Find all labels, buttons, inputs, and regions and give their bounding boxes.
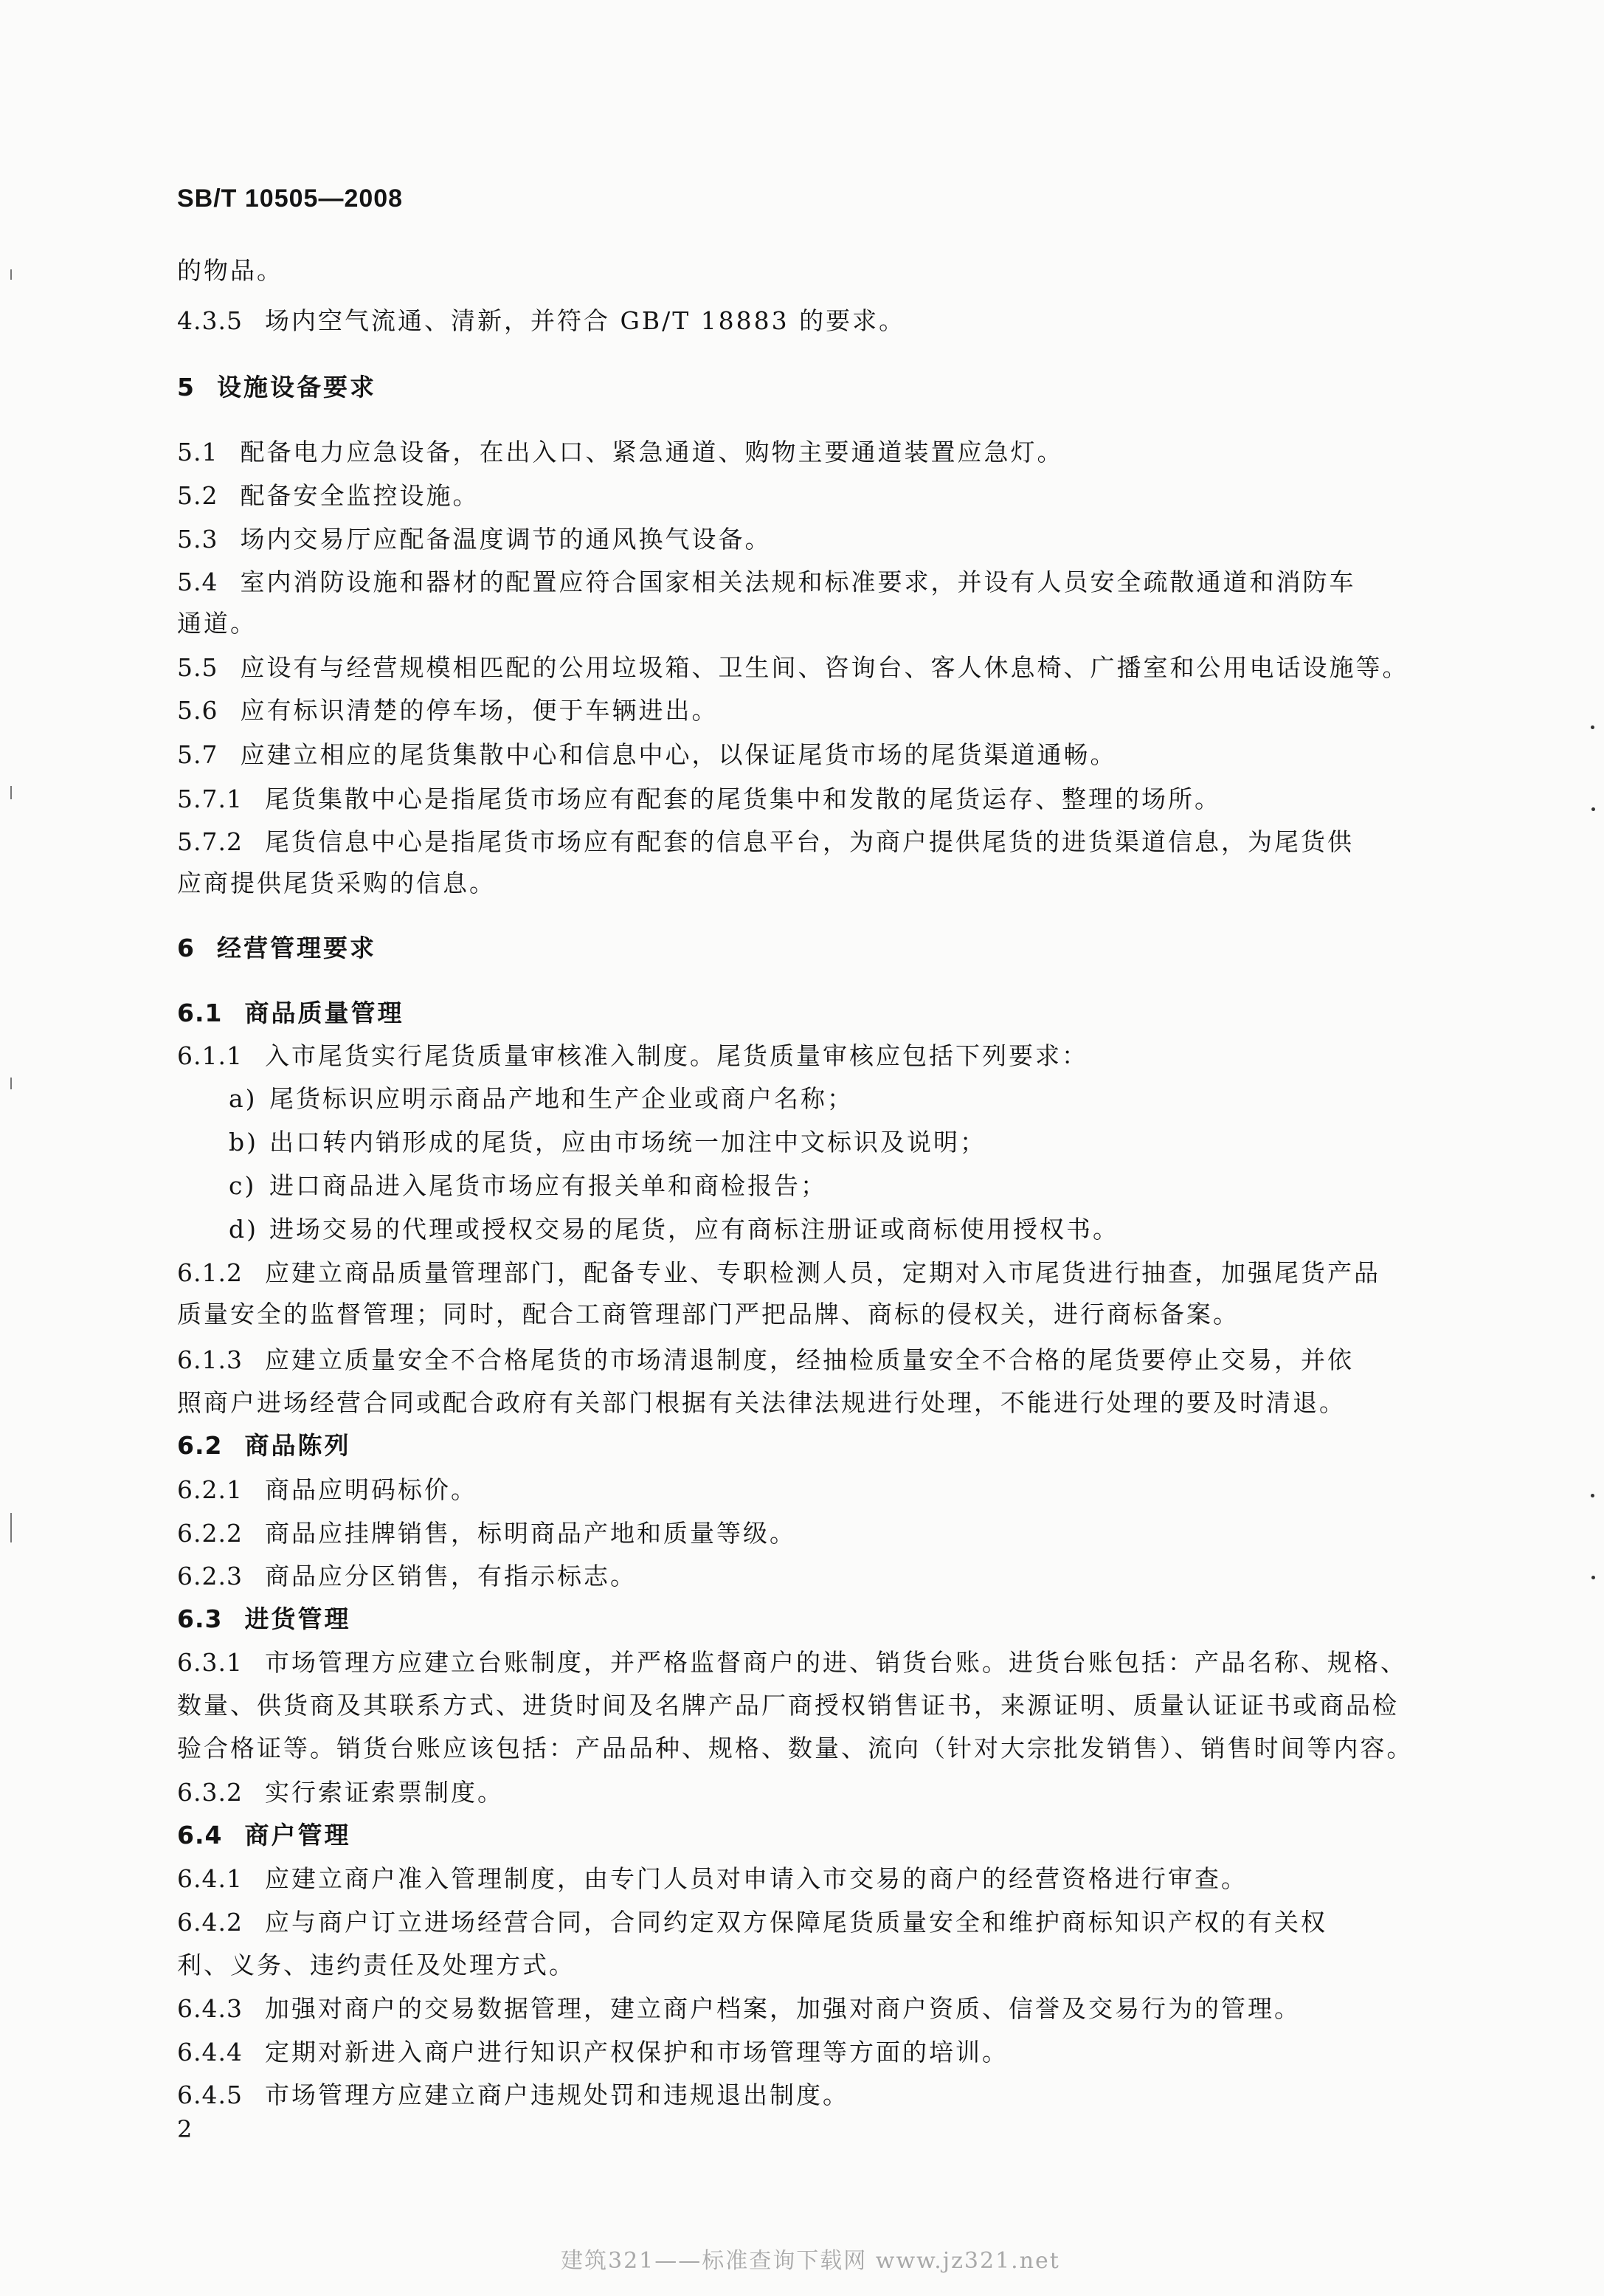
clause-6-2-3: 6.2.3 商品应分区销售，有指示标志。 <box>177 1562 637 1590</box>
text-line: 利、义务、违约责任及处理方式。 <box>177 1951 575 1979</box>
clause-5-7: 5.7 应建立相应的尾货集散中心和信息中心，以保证尾货市场的尾货渠道通畅。 <box>177 740 1117 769</box>
text-line: 通道。 <box>177 609 257 638</box>
clause-6-3-2: 6.3.2 实行索证索票制度。 <box>177 1778 504 1807</box>
subsection-heading-6-3: 6.3 进货管理 <box>177 1604 351 1633</box>
clause-6-4-1: 6.4.1 应建立商户准入管理制度，由专门人员对申请入市交易的商户的经营资格进行审查。 <box>177 1864 1248 1893</box>
clause-6-1-2: 6.1.2 应建立商品质量管理部门，配备专业、专职检测人员，定期对入市尾货进行抽查，加强尾货产品 <box>177 1258 1380 1287</box>
text-line: 数量、供货商及其联系方式、进货时间及名牌产品厂商授权销售证书，来源证明、质量认证证书或商品检 <box>177 1691 1399 1720</box>
section-heading-5: 5 设施设备要求 <box>177 373 376 401</box>
subsection-heading-6-2: 6.2 商品陈列 <box>177 1431 351 1460</box>
section-heading-6: 6 经营管理要求 <box>177 934 376 962</box>
list-item: b) 出口转内销形成的尾货，应由市场统一加注中文标识及说明； <box>229 1128 986 1156</box>
clause-6-2-1: 6.2.1 商品应明码标价。 <box>177 1475 477 1504</box>
clause-5-7-2: 5.7.2 尾货信息中心是指尾货市场应有配套的信息平台，为商户提供尾货的进货渠道信息，为尾货供 <box>177 827 1354 856</box>
text-line: 照商户进场经营合同或配合政府有关部门根据有关法律法规进行处理，不能进行处理的要及时清退。 <box>177 1388 1346 1417</box>
clause-4-3-5: 4.3.5 场内空气流通、清新，并符合 GB/T 18883 的要求。 <box>177 306 906 335</box>
scan-mark <box>10 269 12 280</box>
list-item: c) 进口商品进入尾货市场应有报关单和商检报告； <box>229 1171 827 1200</box>
clause-6-2-2: 6.2.2 商品应挂牌销售，标明商品产地和质量等级。 <box>177 1519 796 1548</box>
clause-6-1-3: 6.1.3 应建立质量安全不合格尾货的市场清退制度，经抽检质量安全不合格的尾货要停止交易，并依 <box>177 1345 1354 1374</box>
scan-mark <box>10 1513 12 1542</box>
text-line: 质量安全的监督管理；同时，配合工商管理部门严把品牌、商标的侵权关，进行商标备案。 <box>177 1300 1240 1328</box>
clause-6-4-2: 6.4.2 应与商户订立进场经营合同，合同约定双方保障尾货质量安全和维护商标知识产权的有关权 <box>177 1908 1327 1937</box>
clause-6-3-1: 6.3.1 市场管理方应建立台账制度，并严格监督商户的进、销货台账。进货台账包括：产品名称、规格、 <box>177 1648 1407 1677</box>
scan-mark <box>10 786 12 799</box>
clause-5-4: 5.4 室内消防设施和器材的配置应符合国家相关法规和标准要求，并设有人员安全疏散通道和消防车 <box>177 568 1356 596</box>
subsection-heading-6-1: 6.1 商品质量管理 <box>177 999 404 1027</box>
scan-mark <box>10 1078 12 1089</box>
scan-speck <box>1591 807 1595 811</box>
clause-6-4-5: 6.4.5 市场管理方应建立商户违规处罚和违规退出制度。 <box>177 2080 849 2109</box>
watermark: 建筑321——标准查询下载网 www.jz321.net <box>561 2248 1060 2274</box>
clause-6-4-4: 6.4.4 定期对新进入商户进行知识产权保护和市场管理等方面的培训。 <box>177 2038 1009 2066</box>
clause-6-1-1: 6.1.1 入市尾货实行尾货质量审核准入制度。尾货质量审核应包括下列要求： <box>177 1041 1088 1070</box>
clause-5-3: 5.3 场内交易厅应配备温度调节的通风换气设备。 <box>177 525 772 554</box>
list-item: a) 尾货标识应明示商品产地和生产企业或商户名称； <box>229 1084 854 1113</box>
text-line: 验合格证等。销货台账应该包括：产品品种、规格、数量、流向（针对大宗批发销售）、销售时间等内容。 <box>177 1734 1414 1762</box>
list-item: d) 进场交易的代理或授权交易的尾货，应有商标注册证或商标使用授权书。 <box>229 1215 1119 1244</box>
scan-speck <box>1591 1494 1594 1497</box>
clause-5-2: 5.2 配备安全监控设施。 <box>177 481 480 510</box>
scan-speck <box>1591 1576 1595 1579</box>
subsection-heading-6-4: 6.4 商户管理 <box>177 1821 351 1849</box>
clause-5-5: 5.5 应设有与经营规模相匹配的公用垃圾箱、卫生间、咨询台、客人休息椅、广播室和公用电话设施等。 <box>177 653 1409 682</box>
standard-code: SB/T 10505—2008 <box>177 185 404 213</box>
scan-speck <box>1591 725 1594 729</box>
page-number: 2 <box>177 2115 193 2143</box>
text-line: 应商提供尾货采购的信息。 <box>177 869 496 897</box>
clause-5-7-1: 5.7.1 尾货集散中心是指尾货市场应有配套的尾货集中和发散的尾货运存、整理的场所。 <box>177 785 1221 813</box>
clause-5-1: 5.1 配备电力应急设备，在出入口、紧急通道、购物主要通道装置应急灯。 <box>177 438 1064 466</box>
clause-6-4-3: 6.4.3 加强对商户的交易数据管理，建立商户档案，加强对商户资质、信誉及交易行为的管理。 <box>177 1994 1301 2023</box>
text-line: 的物品。 <box>177 256 283 285</box>
clause-5-6: 5.6 应有标识清楚的停车场，便于车辆进出。 <box>177 696 719 725</box>
